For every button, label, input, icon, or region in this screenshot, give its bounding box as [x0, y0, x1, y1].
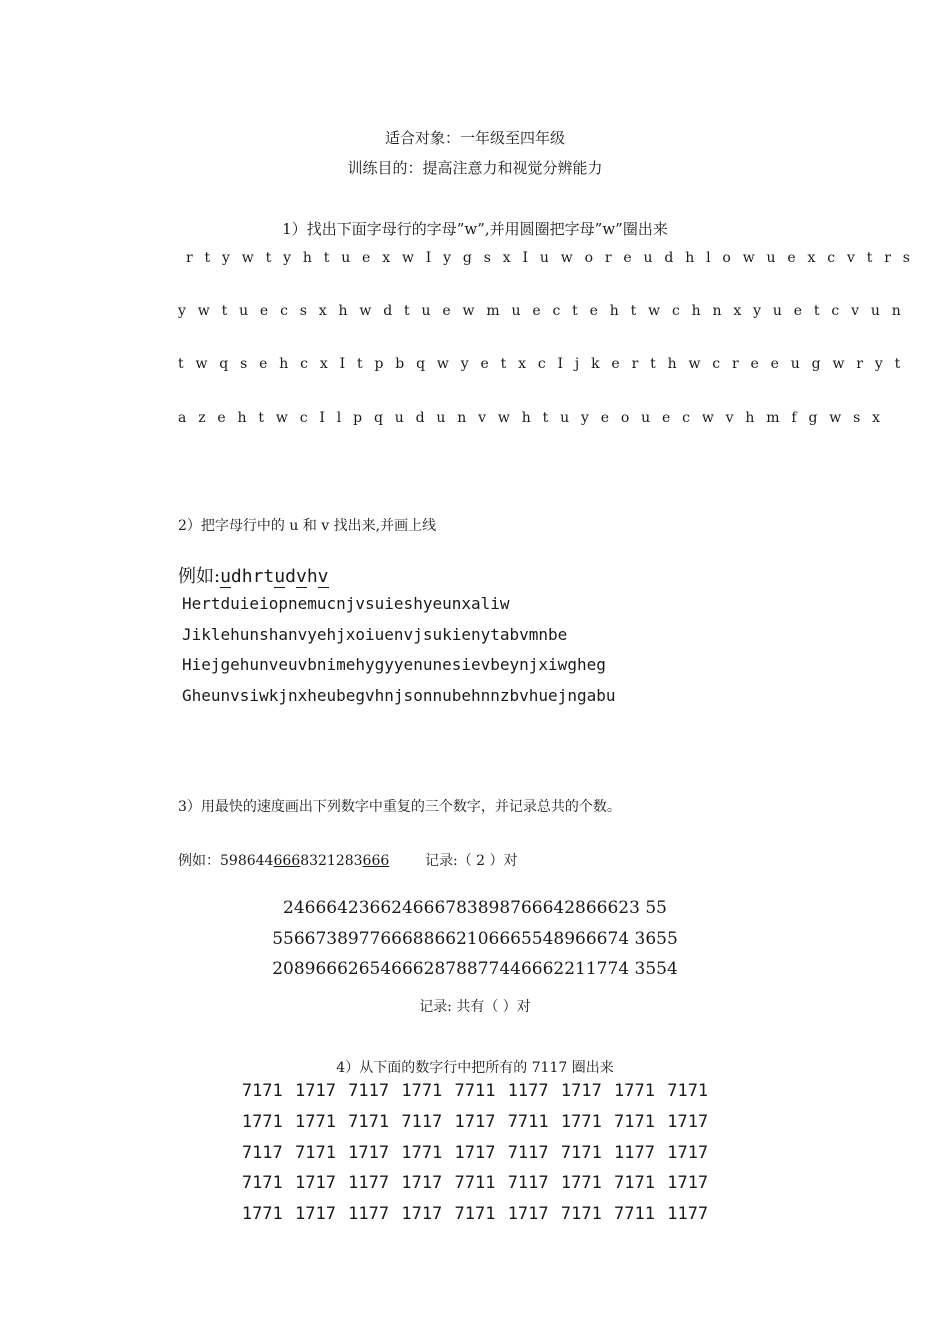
- section3-example-record: 记录:（ 2 ）对: [425, 853, 518, 869]
- section1-row: y w t u e c s x h w d t u e w m u e c t e h t w c h n x y u e t c v u n: [178, 303, 902, 319]
- section4-title: 4）从下面的数字行中把所有的 7117 圈出来: [336, 1060, 614, 1076]
- section3-record: 记录: 共有（ ）对: [419, 999, 531, 1015]
- audience-line: 适合对象：一年级至四年级: [384, 129, 565, 147]
- plain-digits: 598644: [220, 853, 274, 869]
- goal-line: 训练目的：提高注意力和视觉分辨能力: [347, 159, 603, 177]
- section1-row: t w q s e h c x I t p b q w y e t x c I j k e r t h w c r e e u g w r y t: [178, 356, 902, 372]
- plain-letters: d: [285, 566, 296, 587]
- section3-row: 556673897766688662106665548966674 3655: [272, 929, 678, 949]
- underlined-letter: u: [274, 566, 286, 587]
- section1-title: 1）找出下面字母行的字母”w”,并用圆圈把字母”w”圈出来: [282, 220, 668, 238]
- section4-row: 1771 1771 7171 7117 1717 7711 1771 7171 1717: [241, 1112, 709, 1132]
- section4-row: 1771 1717 1177 1717 7171 1717 7171 7711 1177: [241, 1204, 709, 1224]
- section3-row: 208966626546662878877446662211774 3554: [272, 959, 678, 979]
- underlined-digits: 666: [273, 853, 301, 869]
- section2-title: 2）把字母行中的 u 和 v 找出来,并画上线: [178, 518, 437, 534]
- section2-example: [178, 562, 329, 588]
- plain-digits: 8321283: [300, 853, 363, 869]
- section3-row: 246664236624666783898766642866623 55: [283, 898, 667, 918]
- plain-letters: dhrt: [230, 566, 275, 587]
- underlined-letter: v: [295, 566, 307, 587]
- example-prefix: 例如：: [178, 853, 220, 869]
- section2-row: Hertduieiopnemucnjvsuieshyeunxaliw: [182, 594, 510, 613]
- section4-row: 7171 1717 1177 1717 7711 7117 1771 7171 1717: [241, 1173, 709, 1193]
- section2-row: Hiejgehunveuvbnimehygyyenunesievbeynjxiwgheg: [182, 655, 606, 674]
- underlined-digits: 666: [362, 853, 390, 869]
- section4-row: 7117 7171 1717 1771 1717 7117 7171 1177 1717: [241, 1143, 709, 1163]
- section2-row: Gheunvsiwkjnxheubegvhnjsonnubehnnzbvhuejngabu: [182, 686, 616, 705]
- section1-row: a z e h t w c I l p q u d u n v w h t u y e o u e c w v h m f g w s x: [178, 410, 882, 426]
- section4-row: 7171 1717 7117 1771 7711 1177 1717 1771 7171: [241, 1081, 709, 1101]
- section1-row: r t y w t y h t u e x w I y g s x I u w o r e u d h l o w u e x c v t r s: [186, 250, 912, 266]
- example-prefix: 例如:: [178, 566, 221, 587]
- section3-title: 3）用最快的速度画出下列数字中重复的三个数字，并记录总共的个数。: [178, 799, 621, 815]
- underlined-letter: u: [220, 566, 231, 587]
- section2-row: Jiklehunshanvyehjxoiuenvjsukienytabvmnbe: [182, 625, 568, 644]
- section3-example: [178, 850, 389, 870]
- underlined-letter: v: [317, 566, 329, 587]
- plain-letters: h: [306, 566, 318, 587]
